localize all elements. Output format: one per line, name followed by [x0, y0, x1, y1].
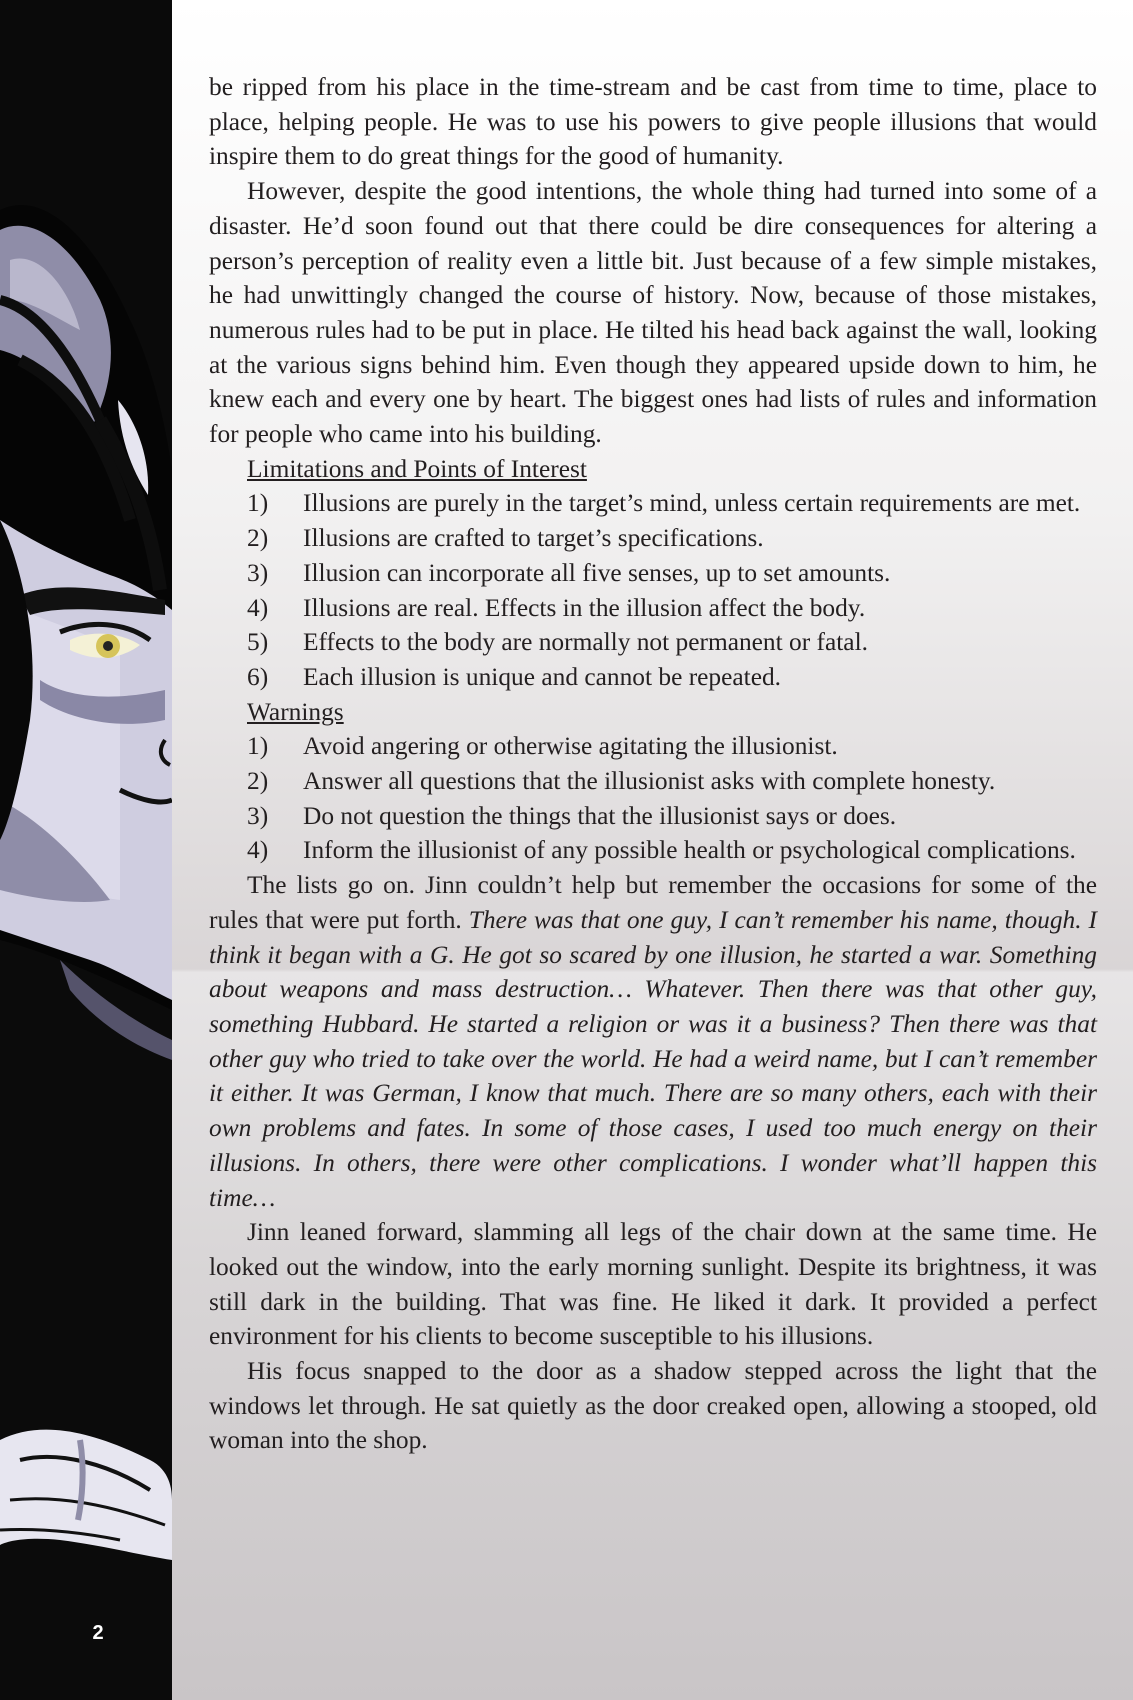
limitation-item — [209, 660, 1097, 695]
paragraph-2: However, despite the good intentions, the whole thing had turned into some of a disaster. He’d soon found out that there could be dire consequences for altering a person’s perception of reality even a little bit. Just because of a few simple mistakes, he had unwittingly changed the course of history. Now, because of those mistakes, numerous rules had to be put in place. He tilted his head back against the wall, looking at the various signs behind him. Even though they appeared upside down to him, he knew each and every one by heart. The biggest ones had lists of rules and information for people who came into his building. — [209, 177, 1097, 449]
limitation-number: 5) — [247, 628, 269, 657]
warning-number: 4) — [247, 836, 269, 865]
warning-number: 1) — [247, 732, 269, 761]
limitation-item — [209, 625, 1097, 660]
paragraph-3-narration: The lists go on. Jinn couldn’t help but remember the occasions for some of the rules that were put forth. — [209, 871, 1097, 934]
warnings-heading — [209, 695, 1097, 730]
limitation-item — [209, 591, 1097, 626]
illustration-face-art — [0, 0, 172, 1700]
limitation-text: Each illusion is unique and cannot be repeated. — [303, 662, 782, 691]
text-panel — [172, 0, 1133, 1700]
warning-text: Inform the illusionist of any possible health or psychological complications. — [303, 836, 1076, 865]
warnings-heading-text: Warnings — [247, 697, 344, 726]
limitation-text: Effects to the body are normally not permanent or fatal. — [303, 628, 868, 657]
warning-text: Do not question the things that the illusionist says or does. — [303, 801, 897, 830]
limitation-number: 4) — [247, 593, 269, 622]
limitations-heading-text: Limitations and Points of Interest — [247, 454, 587, 483]
warning-item — [209, 729, 1097, 764]
paragraph-3-thoughts: There was that one guy, I can’t remember his name, though. I think it began with a G. He got so scared by one illusion, he started a war. Something about weapons and mass destruction… Whatever. Then there was that other guy, something Hubbard. He started a religion or was it a business? Then there was that other guy who tried to take over the world. He had a weird name, but I can’t remember it either. It was German, I know that much. There are so many others, each with their own problems and fates. In some of those cases, I used too much energy on their illusions. In others, there were other complications. I wonder what’ll happen this time… — [209, 905, 1097, 1212]
limitation-item — [209, 521, 1097, 556]
warning-number: 2) — [247, 767, 269, 796]
paragraph-5: His focus snapped to the door as a shadow stepped across the light that the windows let through. He sat quietly as the door creaked open, allowing a stooped, old woman into the shop. — [209, 1357, 1097, 1455]
paragraph-4: Jinn leaned forward, slamming all legs of the chair down at the same time. He looked out the window, into the early morning sunlight. Despite its brightness, it was still dark in the building. That was fine. He liked it dark. It provided a perfect environment for his clients to become susceptible to his illusions. — [209, 1218, 1097, 1351]
body-text — [209, 70, 1097, 1458]
warning-item — [209, 833, 1097, 868]
limitation-text: Illusions are purely in the target’s mind, unless certain requirements are met. — [303, 489, 1081, 518]
limitation-number: 1) — [247, 489, 269, 518]
limitation-number: 3) — [247, 558, 269, 587]
warning-item — [209, 764, 1097, 799]
paragraph-3 — [209, 868, 1097, 1215]
comic-art-strip — [0, 0, 172, 1700]
limitation-text: Illusions are real. Effects in the illusion affect the body. — [303, 593, 866, 622]
warning-text: Answer all questions that the illusionist asks with complete honesty. — [303, 767, 996, 796]
limitation-number: 6) — [247, 662, 269, 691]
limitation-item — [209, 556, 1097, 591]
limitation-text: Illusion can incorporate all five senses, up to set amounts. — [303, 558, 891, 587]
warning-item — [209, 799, 1097, 834]
paragraph-1: be ripped from his place in the time-stream and be cast from time to time, place to place, helping people. He was to use his powers to give people illusions that would inspire them to do great things for the good of humanity. — [209, 73, 1097, 171]
warning-number: 3) — [247, 801, 269, 830]
page-number: 2 — [92, 1622, 104, 1644]
warning-text: Avoid angering or otherwise agitating the illusionist. — [303, 732, 838, 761]
limitation-text: Illusions are crafted to target’s specifications. — [303, 524, 764, 553]
limitations-heading — [209, 452, 1097, 487]
limitation-number: 2) — [247, 524, 269, 553]
limitation-item — [209, 486, 1097, 521]
